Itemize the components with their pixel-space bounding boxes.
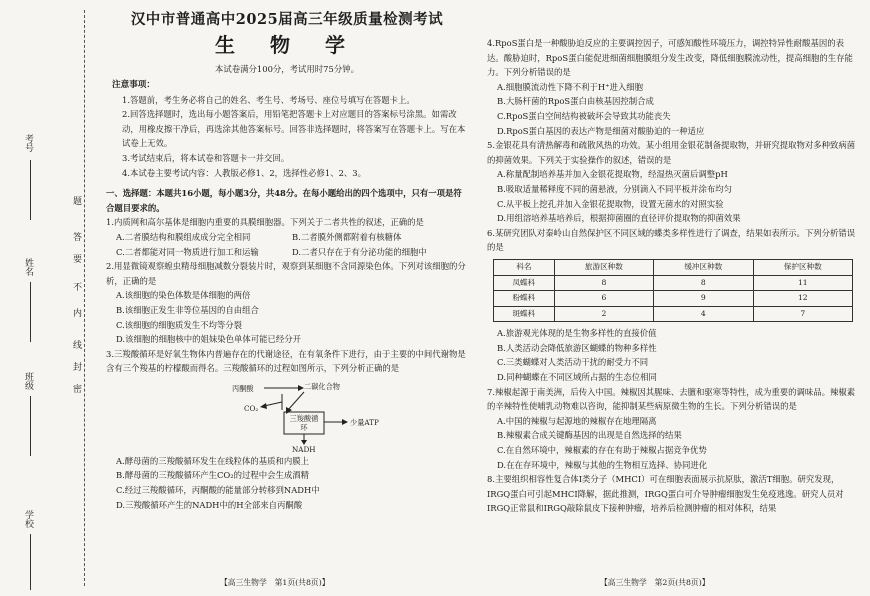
tca-cycle-diagram bbox=[106, 378, 468, 452]
option-b: B.人类活动会降低旅游区蝴蝶的物种多样性 bbox=[497, 342, 657, 353]
option-row bbox=[106, 245, 468, 260]
table-cell: 12 bbox=[753, 291, 852, 307]
table-header: 缓冲区种数 bbox=[654, 259, 753, 275]
compound-label: 二碳化合物 bbox=[304, 381, 340, 391]
table-cell: 6 bbox=[554, 291, 653, 307]
option-d: D.同种蝴蝶在不同区域所占据的生态位相同 bbox=[497, 372, 657, 383]
xingming-label: 姓名 bbox=[23, 258, 33, 276]
exam-info: 本试卷满分100分，考试用时75分钟。 bbox=[215, 64, 359, 74]
table-row bbox=[494, 275, 853, 291]
option-row bbox=[106, 230, 468, 245]
arrow-to-co2 bbox=[264, 402, 282, 406]
table-cell: 9 bbox=[654, 291, 753, 307]
notice-item: 4.本试卷主要考试内容：人教版必修1、2，选择性必修1、2、3。 bbox=[122, 167, 367, 178]
seal-char-2: 答 bbox=[71, 232, 81, 242]
option-a: A.细胞膜流动性下降不利于H⁺进入细胞 bbox=[497, 81, 644, 92]
option-c: C.三类蝴蝶对人类活动干扰的耐受力不同 bbox=[497, 357, 649, 368]
xingming-line bbox=[30, 282, 31, 342]
seal-char-4: 不 bbox=[71, 282, 81, 292]
seal-char-6: 线 bbox=[71, 340, 81, 350]
option-c: C.RpoS蛋白空间结构被破坏会导致其功能丧失 bbox=[497, 110, 671, 121]
footer-page-2: 【高三生物学 第2页(共8页)】 bbox=[600, 578, 710, 587]
binding-margin bbox=[0, 0, 96, 596]
notice-item: 2.回答选择题时，选出每小题答案后，用铅笔把答题卡上对应题目的答案标号涂黑。如需改动，用橡皮擦干净后，再选涂其他答案标号。回答非选择题时，将答案写在答题卡上。写在本试卷上无效。 bbox=[122, 109, 466, 149]
option-c: C.从平板上挖孔并加入金银花提取物，设置无菌水的对照实验 bbox=[497, 198, 724, 209]
footer-page-1: 【高三生物学 第1页(共8页)】 bbox=[220, 578, 330, 587]
seal-char-3: 要 bbox=[71, 254, 81, 264]
table-row bbox=[494, 306, 853, 322]
arrow-compound-cycle bbox=[288, 392, 304, 410]
cycle-label: 三羧酸循环 bbox=[289, 413, 319, 432]
question-6: 6.某研究团队对秦岭山自然保护区不同区域的蝶类多样性进行了调查，结果如表所示。下列分析错误的是 bbox=[487, 227, 856, 253]
table-cell: 7 bbox=[753, 306, 852, 322]
question-3: 3.三羧酸循环是好氧生物体内普遍存在的代谢途径，在有氧条件下进行，由于主要的中间代谢物是含有三个羧基的柠檬酸而得名。三羧酸循环的过程如图所示，下列分析正确的是 bbox=[106, 348, 466, 374]
nadh-label: NADH bbox=[292, 444, 316, 454]
option-d: D.RpoS蛋白基因的表达产物是细菌对酸胁迫的一种适应 bbox=[497, 125, 705, 136]
question-1: 1.内质网和高尔基体是细胞内重要的具膜细胞器。下列关于二者共性的叙述，正确的是 bbox=[106, 217, 424, 228]
option-a: A.二者膜结构和膜组成成分完全相同 bbox=[116, 231, 251, 242]
option-b: B.酵母菌的三羧酸循环产生CO₂的过程中会生成酒精 bbox=[116, 470, 309, 481]
option-d: D.用组溶培养基培养后，根据抑菌圈的直径评价提取物的抑菌效果 bbox=[497, 213, 741, 224]
seal-char-7: 封 bbox=[71, 362, 81, 372]
banji-label: 班级 bbox=[23, 372, 33, 390]
question-8: 8.主要组织相容性复合体Ⅰ类分子（MHCⅠ）可在细胞表面展示抗原肽，激活T细胞。研究发现，IRGQ蛋白可引起MHCⅠ降解，据此推测，IRGQ蛋白可介导肿瘤细胞发生免疫逃逸。研究人员对IRGQ正常鼠和IRGQ敲除鼠皮下接种肿瘤，培养后检测肿瘤的相对体积，结果 bbox=[487, 474, 844, 514]
option-a: A.该细胞的染色体数是体细胞的两倍 bbox=[116, 290, 251, 301]
option-d: D.在在存环境中，辣椒与其他的生物相互选择、协同进化 bbox=[497, 459, 708, 470]
table-cell: 8 bbox=[654, 275, 753, 291]
option-c: C.在自然环境中，辣椒素的存在有助于辣椒占据竞争优势 bbox=[497, 445, 707, 456]
table-header: 旅游区种数 bbox=[554, 259, 653, 275]
table-row bbox=[494, 291, 853, 307]
option-b: B.大肠杆菌的RpoS蛋白由核基因控制合成 bbox=[497, 96, 654, 107]
left-column bbox=[106, 8, 468, 590]
kaohao-label: 考号 bbox=[23, 134, 33, 152]
arrowhead bbox=[260, 403, 267, 409]
subject-title: 生 物 学 bbox=[215, 33, 359, 57]
table-header: 科名 bbox=[494, 259, 555, 275]
option-b: B.该细胞正发生非等位基因的自由组合 bbox=[116, 304, 259, 315]
cut-line bbox=[84, 10, 85, 586]
question-4: 4.RpoS蛋白是一种酸胁迫反应的主要调控因子，可感知酸性环境压力，调控特异性耐酸基因的表达。酸胁迫时，RpoS蛋白能促进细菌细胞膜组分发生改变，降低细胞膜流动性，提高细胞的生存能力。下列分析错误的是 bbox=[487, 38, 853, 78]
option-b: B.吸取适量稀释度不同的菌悬液，分别滴入不同平板并涂布均匀 bbox=[497, 183, 732, 194]
option-a: A.中国的辣椒与起源地的辣椒存在地理隔离 bbox=[497, 415, 657, 426]
notice-item: 3.考试结束后，将本试卷和答题卡一并交回。 bbox=[122, 152, 290, 163]
option-a: A.旅游观光体现的是生物多样性的直接价值 bbox=[497, 328, 657, 339]
table-cell: 凤蝶科 bbox=[494, 275, 555, 291]
table-cell: 4 bbox=[654, 306, 753, 322]
arrowhead bbox=[286, 407, 292, 414]
notice-item: 1.答题前，考生务必将自己的姓名、考生号、考场号、座位号填写在答题卡上。 bbox=[122, 94, 415, 105]
option-d: D.该细胞的细胞核中的姐妹染色单体可能已经分开 bbox=[116, 334, 301, 345]
question-7: 7.辣椒起源于南美洲，后传入中国。辣椒因其腥味、去膻和驱寒等特性，成为重要的调味品。辣椒素的辛辣特性使哺乳动物难以咨询，能抑制某些病原微生物的生长。下列分析错误的是 bbox=[487, 386, 856, 412]
notice-heading: 注意事项： bbox=[112, 80, 155, 90]
atp-label: 少量ATP bbox=[350, 417, 379, 427]
option-c: C.二者都能对同一物质进行加工和运输 bbox=[116, 246, 259, 257]
table-cell: 粉蝶科 bbox=[494, 291, 555, 307]
butterfly-table bbox=[493, 259, 853, 322]
seal-char-5: 内 bbox=[71, 308, 81, 318]
pyruvate-label: 丙酮酸 bbox=[232, 383, 254, 393]
table-cell: 2 bbox=[554, 306, 653, 322]
xuexiao-line bbox=[30, 534, 31, 590]
kaohao-line bbox=[30, 160, 31, 220]
table-header: 保护区种数 bbox=[753, 259, 852, 275]
option-a: A.称量配制培养基并加入金银花提取物，经湿热灭菌后调整pH bbox=[497, 169, 728, 180]
option-d: D.二者只存在于有分泌功能的细胞中 bbox=[292, 246, 427, 257]
option-d: D.三羧酸循环产生的NADH中的H全部来自丙酮酸 bbox=[116, 499, 303, 510]
seal-char-1: 题 bbox=[71, 196, 81, 206]
right-column bbox=[487, 36, 859, 590]
arrowhead bbox=[342, 419, 348, 425]
option-b: B.二者膜外侧都附着有核糖体 bbox=[292, 231, 402, 242]
option-c: C.该细胞的细胞质发生不均等分裂 bbox=[116, 319, 243, 330]
option-a: A.酵母菌的三羧酸循环发生在线粒体的基质和内膜上 bbox=[116, 455, 309, 466]
table-cell: 8 bbox=[554, 275, 653, 291]
exam-title: 汉中市普通高中2025届高三年级质量检测考试 bbox=[130, 11, 444, 28]
option-b: B.辣椒素合成关键酶基因的出现是自然选择的结果 bbox=[497, 430, 682, 441]
section-heading: 一、选择题：本题共16小题，每小题3分，共48分。在每小题给出的四个选项中，只有一项是符合题目要求的。 bbox=[106, 188, 462, 213]
table-cell: 斑蝶科 bbox=[494, 306, 555, 322]
banji-line bbox=[30, 396, 31, 456]
seal-char-8: 密 bbox=[71, 384, 81, 394]
table-cell: 11 bbox=[753, 275, 852, 291]
option-c: C.经过三羧酸循环，丙酮酸的能量部分转移到NADH中 bbox=[116, 485, 320, 496]
question-2: 2.用显微镜观察蝗虫精母细胞减数分裂装片时，观察到某细胞不含同源染色体。下列对该细胞的分析，正确的是 bbox=[106, 261, 466, 286]
question-5: 5.金银花具有清热解毒和疏散风热的功效。某小组用金银花制备提取物，并研究提取物对多种致病菌的抑菌效果。下列关于实验操作的叙述，错误的是 bbox=[487, 140, 856, 165]
xuexiao-label: 学校 bbox=[23, 510, 33, 528]
co2-label: CO₂ bbox=[244, 403, 259, 413]
table-header-row bbox=[494, 259, 853, 275]
